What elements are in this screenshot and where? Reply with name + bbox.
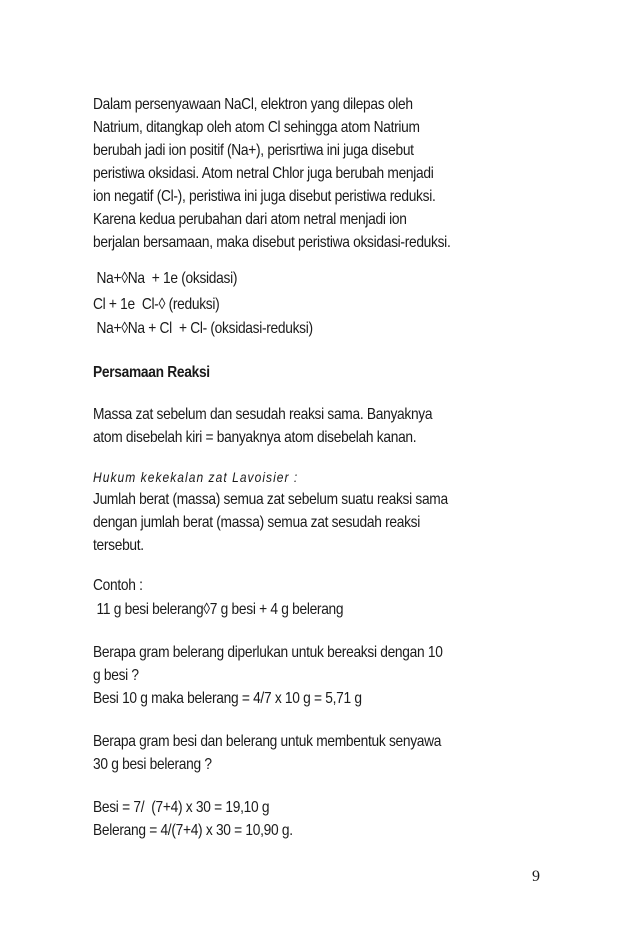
law-text-line: dengan jumlah berat (massa) semua zat sesudah reaksi — [93, 514, 421, 531]
answer-line: Belerang = 4/(7+4) x 30 = 10,90 g. — [93, 822, 293, 839]
equation-oxidation: Na+◊Na + 1e (oksidasi) — [93, 270, 238, 287]
question-line: Berapa gram belerang diperlukan untuk bereaksi dengan 10 — [93, 644, 443, 661]
paragraph-line: Massa zat sebelum dan sesudah reaksi sama. Banyaknya — [93, 406, 433, 423]
section-heading: Persamaan Reaksi — [93, 364, 210, 381]
paragraph-line: Karena kedua perubahan dari atom netral menjadi ion — [93, 211, 407, 228]
example-line: 11 g besi belerang◊7 g besi + 4 g belerang — [93, 601, 344, 618]
equation-reduction: Cl + 1e Cl-◊ (reduksi) — [93, 296, 220, 313]
example-title: Contoh : — [93, 577, 143, 594]
answer-line: Besi 10 g maka belerang = 4/7 x 10 g = 5,71 g — [93, 690, 362, 707]
paragraph-line: ion negatif (Cl-), peristiwa ini juga disebut peristiwa reduksi. — [93, 188, 436, 205]
paragraph-line: berubah jadi ion positif (Na+), perisrtiwa ini juga disebut — [93, 142, 414, 159]
paragraph-line: peristiwa oksidasi. Atom netral Chlor juga berubah menjadi — [93, 165, 434, 182]
equation-redox: Na+◊Na + Cl + Cl- (oksidasi-reduksi) — [93, 320, 313, 337]
paragraph-line: atom disebelah kiri = banyaknya atom disebelah kanan. — [93, 429, 417, 446]
paragraph-line: Dalam persenyawaan NaCl, elektron yang dilepas oleh — [93, 96, 413, 113]
paragraph-line: berjalan bersamaan, maka disebut peristiwa oksidasi-reduksi. — [93, 234, 451, 251]
law-text-line: tersebut. — [93, 537, 144, 554]
answer-line: Besi = 7/ (7+4) x 30 = 19,10 g — [93, 799, 270, 816]
page-number: 9 — [532, 868, 540, 885]
law-text-line: Jumlah berat (massa) semua zat sebelum suatu reaksi sama — [93, 491, 448, 508]
question-line: 30 g besi belerang ? — [93, 756, 212, 773]
law-title: Hukum kekekalan zat Lavoisier : — [93, 469, 299, 485]
paragraph-line: Natrium, ditangkap oleh atom Cl sehingga atom Natrium — [93, 119, 420, 136]
question-line: Berapa gram besi dan belerang untuk membentuk senyawa — [93, 733, 442, 750]
question-line: g besi ? — [93, 667, 139, 684]
